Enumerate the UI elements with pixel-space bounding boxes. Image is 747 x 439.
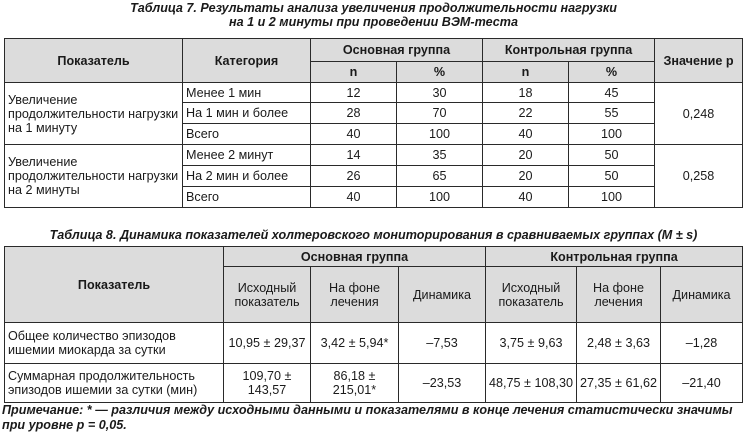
- t8-ctrl-baseline: 3,75 ± 9,63: [486, 323, 577, 364]
- t7-header-ctrl-n: n: [483, 62, 569, 83]
- table8: [4, 246, 743, 403]
- t8-ctrl-baseline: 48,75 ± 108,30: [486, 364, 577, 403]
- t8-header-indicator: Показатель: [5, 247, 224, 323]
- t7-header-main-n: n: [311, 62, 397, 83]
- t7-header-p-value: Значение р: [655, 39, 743, 83]
- t7-ctrl-pct: 45: [569, 83, 655, 103]
- t7-ctrl-pct: 50: [569, 145, 655, 166]
- t7-category: Менее 2 минут: [183, 145, 311, 166]
- t7-ctrl-pct: 100: [569, 187, 655, 208]
- t8-main-treatment: 3,42 ± 5,94*: [311, 323, 399, 364]
- t7-main-n: 26: [311, 166, 397, 187]
- t7-main-pct: 30: [397, 83, 483, 103]
- t7-main-n: 14: [311, 145, 397, 166]
- t7-ctrl-pct: 100: [569, 124, 655, 145]
- t8-header-control-group: Контрольная группа: [486, 247, 743, 267]
- t8-ctrl-dynamics: –1,28: [661, 323, 743, 364]
- t7-header-control-group: Контрольная группа: [483, 39, 655, 62]
- t7-main-pct: 100: [397, 187, 483, 208]
- t7-header-ctrl-pct: %: [569, 62, 655, 83]
- t7-p-value: 0,248: [655, 83, 743, 145]
- t7-main-n: 40: [311, 187, 397, 208]
- t7-category: Менее 1 мин: [183, 83, 311, 103]
- t7-main-pct: 100: [397, 124, 483, 145]
- t8-ctrl-dynamics: –21,40: [661, 364, 743, 403]
- table-note: Примечание: * — различия между исходными данными и показателями в конце лечения статистически значимы при уровне p = 0,05.: [2, 403, 733, 432]
- table-row: [5, 323, 743, 364]
- t8-indicator: Суммарная продолжительность эпизодов ишемии за сутки (мин): [5, 364, 224, 403]
- t7-category: На 1 мин и более: [183, 103, 311, 124]
- t8-ctrl-treatment: 27,35 ± 61,62: [577, 364, 661, 403]
- t7-p-value: 0,258: [655, 145, 743, 208]
- table-row: [5, 83, 743, 103]
- t7-ctrl-n: 22: [483, 103, 569, 124]
- t8-header-ctrl-treatment: На фоне лечения: [577, 267, 661, 323]
- t7-main-n: 12: [311, 83, 397, 103]
- table-row: [5, 364, 743, 403]
- table-row: [5, 145, 743, 166]
- t7-ctrl-n: 18: [483, 83, 569, 103]
- table8-caption: Таблица 8. Динамика показателей холтеровского мониторирования в сравниваемых группах (M ± s): [49, 228, 698, 242]
- t7-ctrl-n: 20: [483, 145, 569, 166]
- t7-ctrl-n: 40: [483, 124, 569, 145]
- t7-header-category: Категория: [183, 39, 311, 83]
- t8-main-baseline: 109,70 ± 143,57: [224, 364, 311, 403]
- t7-ctrl-pct: 55: [569, 103, 655, 124]
- t7-main-n: 28: [311, 103, 397, 124]
- t7-indicator: Увеличение продолжительности нагрузки на 1 минуту: [5, 83, 183, 145]
- t7-main-pct: 65: [397, 166, 483, 187]
- table7: [4, 38, 743, 208]
- t8-main-baseline: 10,95 ± 29,37: [224, 323, 311, 364]
- t7-ctrl-pct: 50: [569, 166, 655, 187]
- t8-indicator: Общее количество эпизодов ишемии миокарда за сутки: [5, 323, 224, 364]
- t7-category: На 2 мин и более: [183, 166, 311, 187]
- t7-category: Всего: [183, 124, 311, 145]
- t8-ctrl-treatment: 2,48 ± 3,63: [577, 323, 661, 364]
- t8-main-dynamics: –23,53: [399, 364, 486, 403]
- t7-header-indicator: Показатель: [5, 39, 183, 83]
- t8-header-ctrl-dynamics: Динамика: [661, 267, 743, 323]
- t8-main-treatment: 86,18 ± 215,01*: [311, 364, 399, 403]
- table7-caption: [0, 1, 747, 29]
- t7-indicator: Увеличение продолжительности нагрузки на 2 минуты: [5, 145, 183, 208]
- t8-header-main-baseline: Исходный показатель: [224, 267, 311, 323]
- t7-main-n: 40: [311, 124, 397, 145]
- t7-ctrl-n: 20: [483, 166, 569, 187]
- table7-caption-line2: на 1 и 2 минуты при проведении ВЭМ-теста: [229, 15, 518, 29]
- t7-category: Всего: [183, 187, 311, 208]
- t8-header-main-dynamics: Динамика: [399, 267, 486, 323]
- t7-header-main-pct: %: [397, 62, 483, 83]
- t8-header-ctrl-baseline: Исходный показатель: [486, 267, 577, 323]
- t8-main-dynamics: –7,53: [399, 323, 486, 364]
- t8-header-main-group: Основная группа: [224, 247, 486, 267]
- table7-caption-line1: Таблица 7. Результаты анализа увеличения продолжительности нагрузки: [130, 1, 617, 15]
- t7-main-pct: 35: [397, 145, 483, 166]
- t7-main-pct: 70: [397, 103, 483, 124]
- t7-header-main-group: Основная группа: [311, 39, 483, 62]
- t8-header-main-treatment: На фоне лечения: [311, 267, 399, 323]
- t7-ctrl-n: 40: [483, 187, 569, 208]
